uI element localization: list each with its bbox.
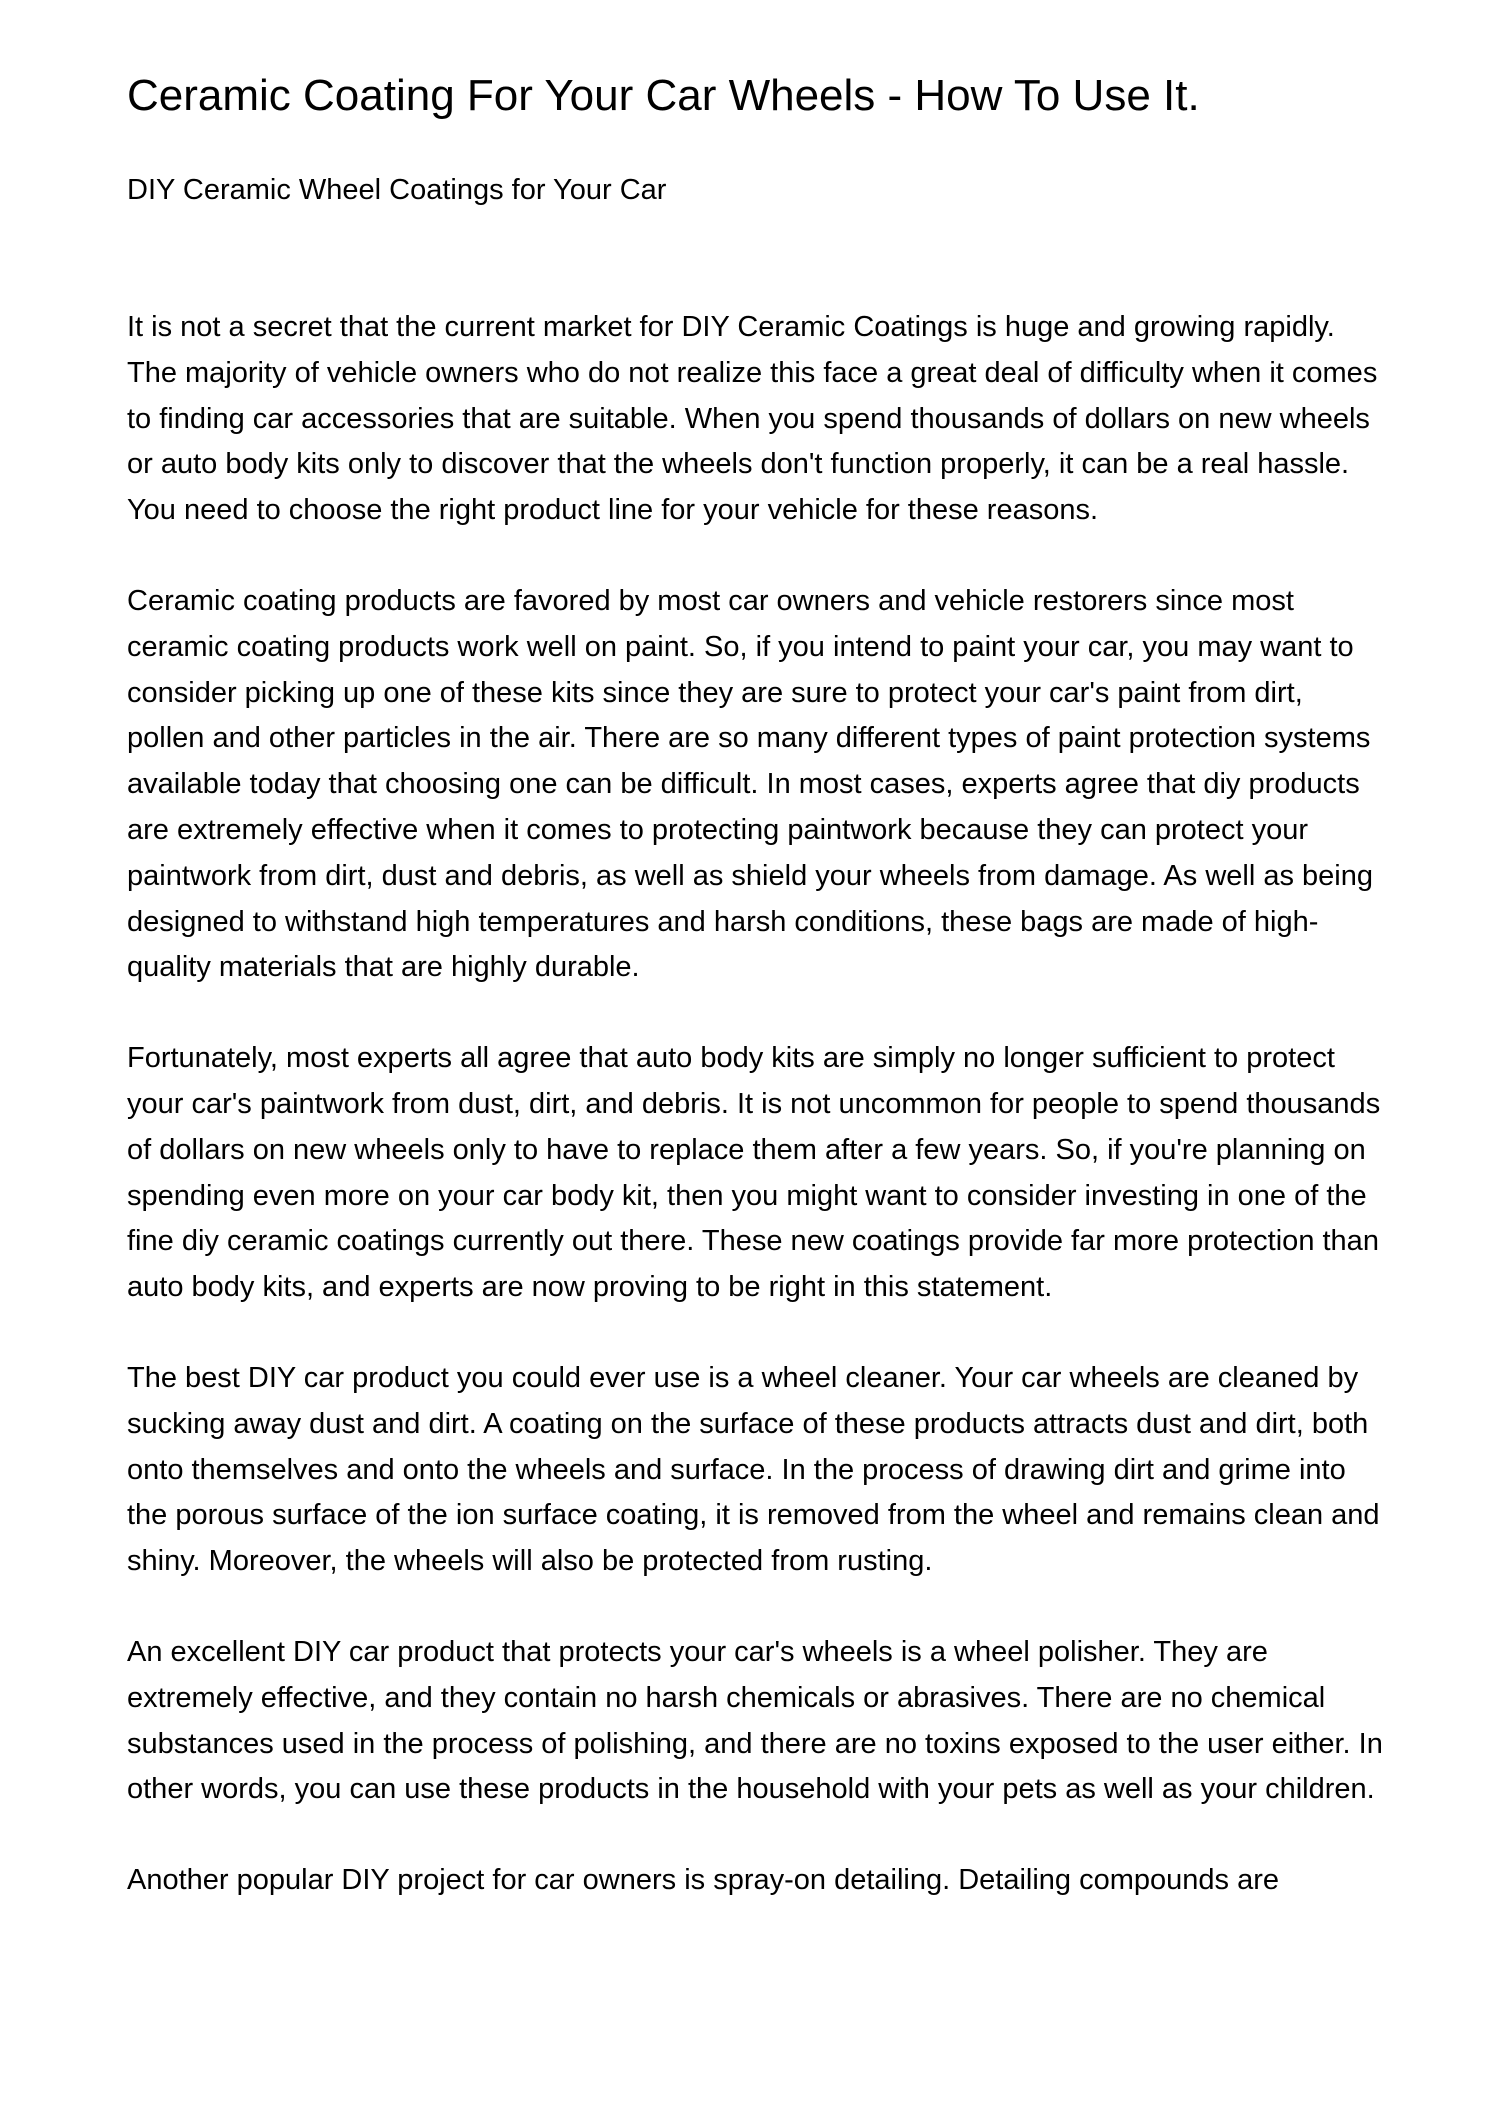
paragraph: Another popular DIY project for car owners is spray-on detailing. Detailing compounds are [127,1864,1280,1897]
paragraph: Fortunately, most experts all agree that auto body kits are simply no longer sufficient to protect your car's paintwork from dust, dirt, and debris. It is not uncommon for people to spend thousands of dollars on new wheels only to have to replace them after a few years. So, if you're planning on spending even more on your car body kit, then you might want to consider investing in one of the fine diy ceramic coatings currently out there. These new coatings provide far more protection than auto body kits, and experts are now proving to be right in this statement. [127,1042,1381,1304]
document-title: Ceramic Coating For Your Car Wheels - How To Use It. [127,71,1200,120]
paragraph: An excellent DIY car product that protects your car's wheels is a wheel polisher. They are extremely effective, and they contain no harsh chemicals or abrasives. There are no chemical substances used in the process of polishing, and there are no toxins exposed to the user either. In other words, you can use these products in the household with your pets as well as your children. [127,1635,1383,1806]
paragraph: The best DIY car product you could ever use is a wheel cleaner. Your car wheels are cleaned by sucking away dust and dirt. A coating on the surface of these products attracts dust and dirt, both onto themselves and onto the wheels and surface. In the process of drawing dirt and grime into the porous surface of the ion surface coating, it is removed from the wheel and remains clean and shiny. Moreover, the wheels will also be protected from rusting. [127,1361,1380,1578]
document-subtitle: DIY Ceramic Wheel Coatings for Your Car [127,174,667,206]
paragraph: It is not a secret that the current market for DIY Ceramic Coatings is huge and growing rapidly. The majority of vehicle owners who do not realize this face a great deal of difficulty when it comes to finding car accessories that are suitable. When you spend thousands of dollars on new wheels or auto body kits only to discover that the wheels don't function properly, it can be a real hassle. You need to choose the right product line for your vehicle for these reasons. [127,311,1378,527]
paragraph: Ceramic coating products are favored by most car owners and vehicle restorers since most ceramic coating products work well on paint. So, if you intend to paint your car, you may want to consider picking up one of these kits since they are sure to protect your car's paint from dirt, pollen and other particles in the air. There are so many different types of paint protection systems available today that choosing one can be difficult. In most cases, experts agree that diy products are extremely effective when it comes to protecting paintwork because they can protect your paintwork from dirt, dust and debris, as well as shield your wheels from damage. As well as being designed to withstand high temperatures and harsh conditions, these bags are made of high-quality materials that are highly durable. [127,584,1373,984]
document-body [127,305,1387,1949]
